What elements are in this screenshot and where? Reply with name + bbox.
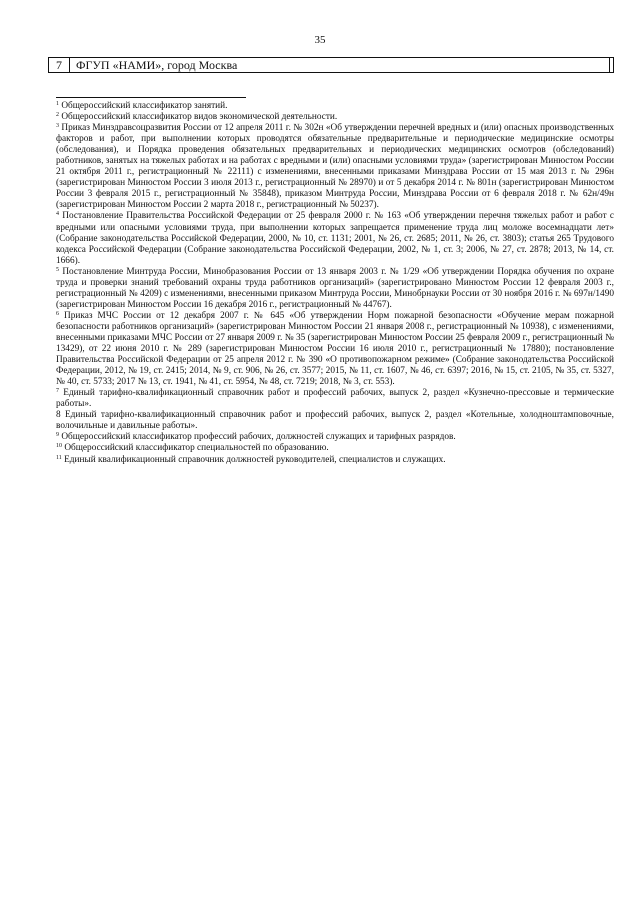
footnote-mark: 2: [56, 112, 59, 119]
footnote-text: Общероссийский классификатор видов экономической деятельности.: [61, 112, 338, 123]
footnote-separator: [56, 97, 246, 98]
footnote-7: [56, 388, 614, 410]
footnote-mark: 11: [56, 454, 62, 461]
footnote-text: Единый квалификационный справочник должностей руководителей, специалистов и служащих.: [64, 454, 446, 465]
footnote-4: [56, 211, 614, 266]
footnote-mark: 7: [56, 388, 59, 395]
footnote-text: Единый тарифно-квалификационный справочник работ и профессий рабочих, выпуск 2, раздел «Котельные, холодноштамповочные, волочильные и давильные работы».: [56, 410, 614, 432]
footnote-mark: 4: [56, 211, 59, 218]
footnote-3: [56, 123, 614, 211]
footnote-text: Приказ МЧС России от 12 декабря 2007 г. № 645 «Об утверждении Норм пожарной безопасности «Обучение мерам пожарной безопасности работников организаций» (зарегистрирован Минюстом России 21 января 2008 г., регистрационный № 10938), с изменениями, внесенными приказами МЧС России от 27 января 2009 г. № 35 (зарегистрирован Минюстом России 25 февраля 2009 г., регистрационный № 13429), от 22 июня 2010 г. № 289 (зарегистрирован Минюстом России 16 июля 2010 г., регистрационный № 17880); постановление Правительства Российской Федерации от 25 апреля 2012 г. № 390 «О противопожарном режиме» (Собрание законодательства Российской Федерации, 2012, № 19, ст. 2415; 2014, № 9, ст. 906, № 26, ст. 3577; 2015, № 11, ст. 1607, № 46, ст. 6397; 2016, № 15, ст. 2105, № 35, ст. 5327, № 40, ст. 5733; 2017 № 13, ст. 1941, № 41, ст. 5954, № 48, ст. 7219; 2018, № 3, ст. 553).: [56, 310, 615, 388]
page-number: 35: [314, 34, 326, 46]
footnote-text: Постановление Правительства Российской Федерации от 25 февраля 2000 г. № 163 «Об утверждении перечня тяжелых работ и работ с вредными или опасными условиями труда, при выполнении которых запрещается применение труда лиц моложе восемнадцати лет» (Собрание законодательства Российской Федерации, 2000, № 10, ст. 1131; 2001, № 26, ст. 2685; 2011, № 26, ст. 3803); статья 265 Трудового кодекса Российской Федерации (Собрание законодательства Российской Федерации, 2002, № 1, ст. 3; 2006, № 27, ст. 2878; 2013, № 14, ст. 1666).: [56, 211, 614, 266]
footnote-mark: 10: [56, 443, 62, 450]
footnote-mark: 6: [56, 310, 59, 317]
footnote-text: Общероссийский классификатор профессий рабочих, должностей служащих и тарифных разрядов.: [61, 432, 456, 443]
footnote-mark: 5: [56, 266, 59, 273]
footnote-text: Общероссийский классификатор занятий.: [61, 101, 228, 111]
footnotes-list: [56, 101, 614, 466]
footnote-5: [56, 267, 614, 311]
footnote-mark: 3: [56, 123, 59, 130]
footnote-text: Общероссийский классификатор специальностей по образованию.: [64, 443, 329, 454]
footnote-10: [56, 443, 614, 454]
footnote-11: [56, 455, 614, 466]
footnote-2: [56, 112, 614, 123]
table-cell-empty: [609, 58, 613, 72]
footnote-6: [56, 311, 614, 388]
organization-row: [48, 57, 614, 73]
footnote-mark: 9: [56, 432, 59, 439]
footnote-mark: 1: [56, 101, 59, 107]
footnote-mark: 8: [56, 410, 61, 421]
footnote-text: Приказ Минздравсоцразвития России от 12 апреля 2011 г. № 302н «Об утверждении перечней вредных и (или) опасных производственных факторов и работ, при выполнении которых проводятся обязательные предварительные и периодические медицинские осмотры (обследования), и Порядка проведения обязательных предварительных и периодических медицинских осмотров (обследований) работников, занятых на тяжелых работах и на работах с вредными и (или) опасными условиями труда» (зарегистрирован Минюстом России 21 октября 2011 г., регистрационный № 22111) с изменениями, внесенными приказами Минздрава России от 15 мая 2013 г. № 296н (зарегистрирован Минюстом России 3 июля 2013 г., регистрационный № 28970) и от 5 декабря 2014 г. № 801н (зарегистрирован Минюстом России 3 февраля 2015 г., регистрационный № 35848), приказом Минтруда России, Минздрава России от 6 февраля 2018 г. № 62н/49н (зарегистрирован Минюстом России 2 марта 2018 г., регистрационный № 50237).: [56, 123, 615, 211]
footnote-9: [56, 432, 614, 443]
footnote-1: [56, 101, 614, 112]
organization-number: 7: [49, 58, 70, 72]
footnote-text: Постановление Минтруда России, Минобразования России от 13 января 2003 г. № 1/29 «Об утверждении Порядка обучения по охране труда и проверки знаний требований охраны труда работников организаций» (зарегистрировано Минюстом России 12 февраля 2003 г., регистрационный № 4209) с изменениями, внесенными приказом Минтруда России, Минобрнауки России от 30 ноября 2016 г. № 697н/1490 (зарегистрирован Минюстом России 16 декабря 2016 г., регистрационный № 44767).: [56, 266, 614, 310]
footnote-text: Единый тарифно-квалификационный справочник работ и профессий рабочих, выпуск 2, раздел «Кузнечно-прессовые и термические работы».: [56, 388, 614, 410]
organization-name: ФГУП «НАМИ», город Москва: [76, 58, 238, 72]
footnote-8: [56, 410, 614, 432]
